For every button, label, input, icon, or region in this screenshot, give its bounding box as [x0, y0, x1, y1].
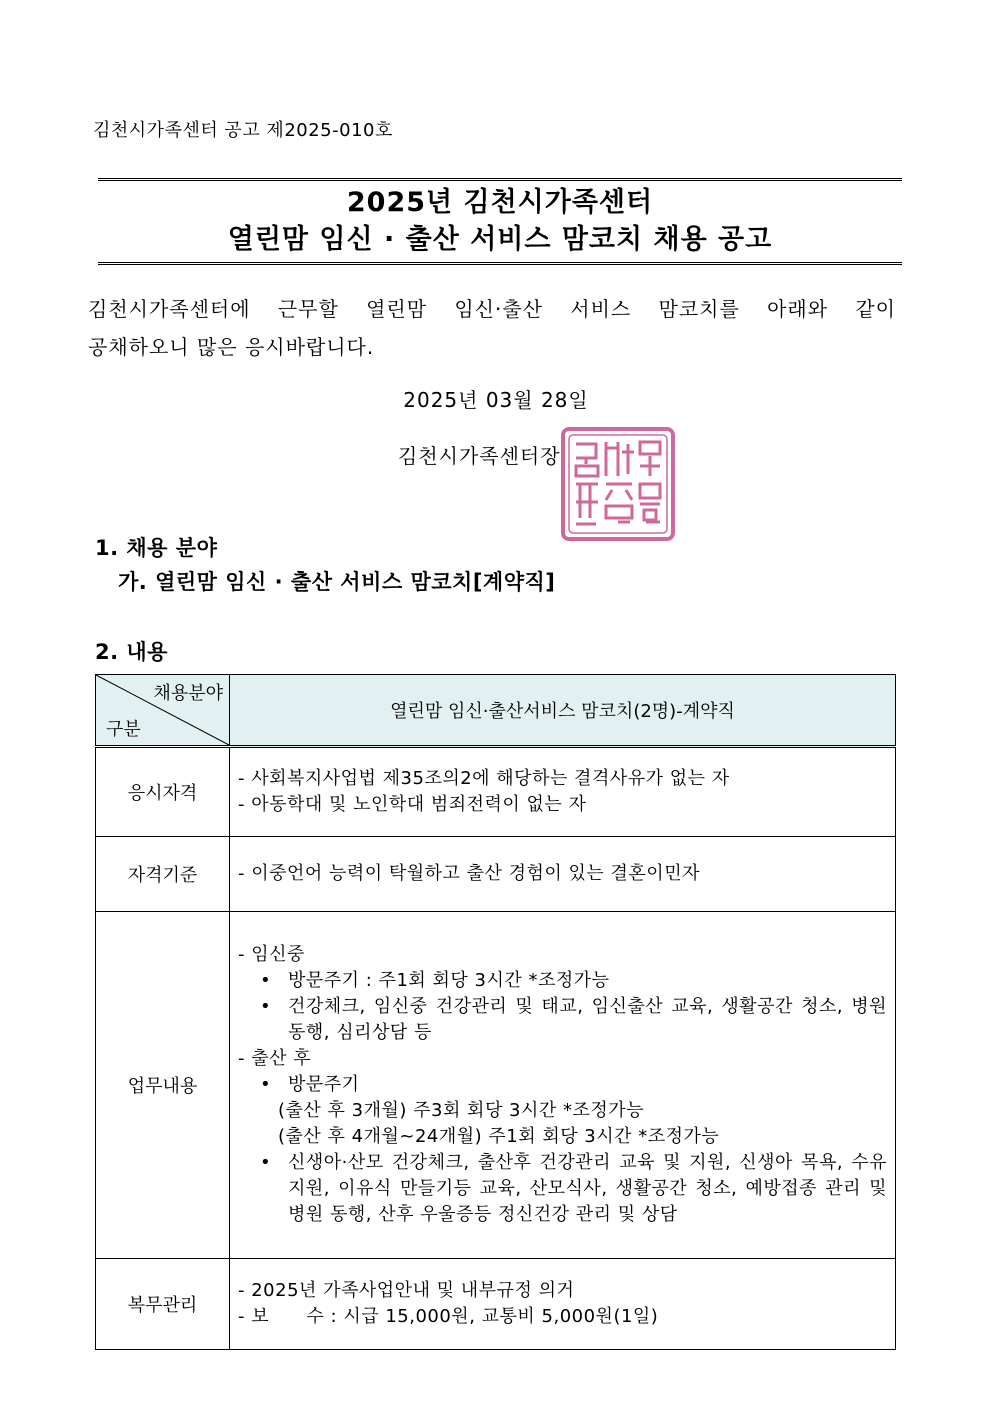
- standard-line-1: - 이중언어 능력이 탁월하고 출산 경험이 있는 결혼이민자: [238, 863, 700, 884]
- diag-header-field: 채용분야: [153, 683, 223, 704]
- title-top-rule: [98, 178, 902, 181]
- recruitment-table: [95, 674, 896, 1350]
- diag-header-category: 구분: [106, 719, 141, 740]
- row-content-management: [230, 1259, 896, 1350]
- section-2-heading: 2. 내용: [95, 640, 168, 664]
- notice-date: 2025년 03월 28일: [403, 388, 589, 412]
- row-content-standard: [230, 837, 896, 912]
- table-row: [96, 1259, 896, 1350]
- title-line-1: 2025년 김천시가족센터: [346, 187, 654, 218]
- management-line-1: - 2025년 가족사업안내 및 내부규정 의거: [238, 1280, 575, 1301]
- list-item: • 건강체크, 임신중 건강관리 및 태교, 임신출산 교육, 생활공간 청소, 병원동행, 심리상담 등: [238, 994, 887, 1046]
- duties-pregnancy-heading: - 임신중: [238, 944, 305, 965]
- row-label-management: 복무관리: [96, 1259, 230, 1350]
- table-row: [96, 912, 896, 1259]
- list-item: • 방문주기: [238, 1072, 887, 1098]
- intro-line-1: 김천시가족센터에 근무할 열린맘 임신·출산 서비스 맘코치를 아래와 같이: [88, 297, 896, 321]
- title-line-2: 열린맘 임신 · 출산 서비스 맘코치 채용 공고: [227, 224, 773, 255]
- title-block: [98, 184, 902, 258]
- table-header-row: [96, 675, 896, 747]
- list-item: • 신생아·산모 건강체크, 출산후 건강관리 교육 및 지원, 신생아 목욕, 수유지원, 이유식 만들기등 교육, 산모식사, 생활공간 청소, 예방접종 관리 및 병원 동행, 산후 우울증등 정신건강 관리 및 상담: [238, 1150, 887, 1228]
- row-content-duties: [230, 912, 896, 1259]
- management-line-2: - 보 수 : 시급 15,000원, 교통비 5,000원(1일): [238, 1306, 659, 1327]
- notice-number: 김천시가족센터 공고 제2025-010호: [93, 120, 393, 141]
- table-row: [96, 747, 896, 837]
- qualification-line-2: - 아동학대 및 노인학대 범죄전력이 없는 자: [238, 794, 587, 815]
- visit-schedule-line-2: (출산 후 4개월~24개월) 주1회 회당 3시간 *조정가능: [278, 1126, 720, 1147]
- section-1-heading: 1. 채용 분야: [95, 536, 218, 560]
- official-seal-stamp: [560, 426, 676, 542]
- row-label-standard: 자격기준: [96, 837, 230, 912]
- row-label-duties: 업무내용: [96, 912, 230, 1259]
- signer-name: 김천시가족센터장: [398, 444, 561, 468]
- row-content-qualification: [230, 747, 896, 837]
- table-row: [96, 837, 896, 912]
- qualification-line-1: - 사회복지사업법 제35조의2에 해당하는 결격사유가 없는 자: [238, 768, 730, 789]
- row-label-qualification: 응시자격: [96, 747, 230, 837]
- visit-schedule-line-1: (출산 후 3개월) 주3회 회당 3시간 *조정가능: [278, 1100, 645, 1121]
- intro-line-2: 공채하오니 많은 응시바랍니다.: [88, 335, 375, 359]
- table-header-title: 열린맘 임신·출산서비스 맘코치(2명)-계약직: [230, 675, 896, 747]
- duties-postnatal-heading: - 출산 후: [238, 1048, 312, 1069]
- intro-paragraph: [88, 290, 896, 366]
- section-1-item: 가. 열린맘 임신 · 출산 서비스 맘코치[계약직]: [118, 570, 556, 594]
- list-item: • 방문주기 : 주1회 회당 3시간 *조정가능: [238, 968, 887, 994]
- title-bottom-rule: [98, 262, 902, 265]
- diagonal-header-cell: [96, 675, 230, 747]
